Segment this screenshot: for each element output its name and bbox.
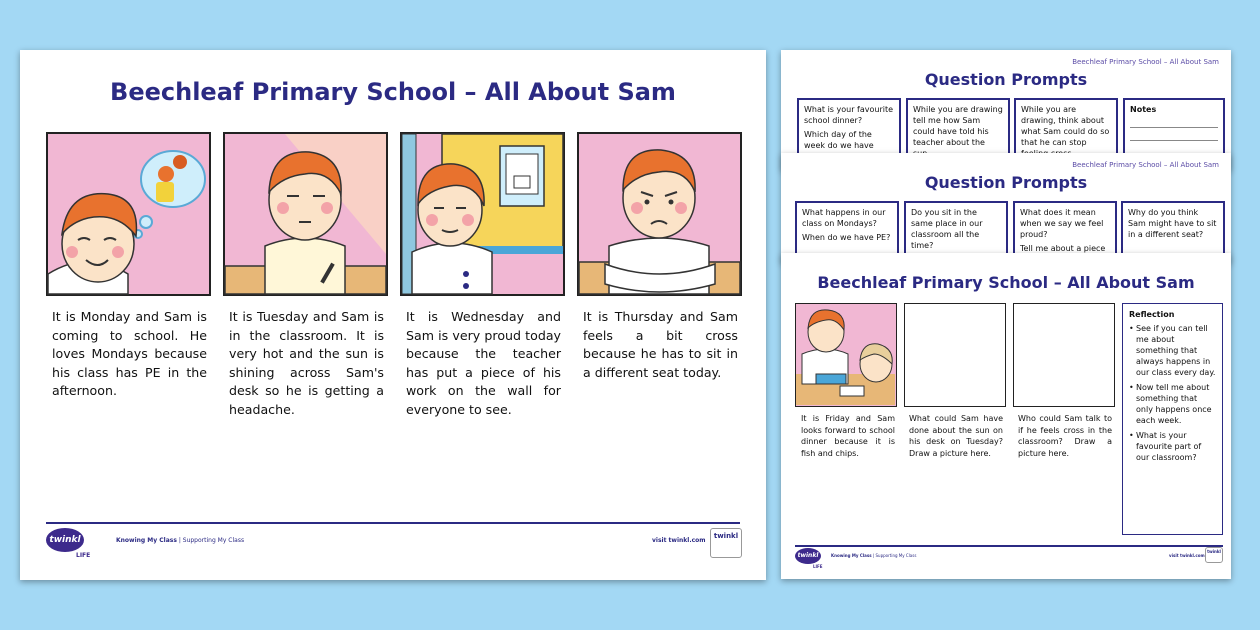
- sam-tuesday-illustration: [225, 134, 386, 294]
- comic-panel-monday: [46, 132, 211, 296]
- drawing-box[interactable]: [1013, 303, 1115, 407]
- reflection-item: • What is your favourite part of our classroom?: [1129, 430, 1216, 463]
- sam-friday-illustration: [796, 304, 895, 405]
- footer-left-text: [116, 537, 244, 544]
- caption-friday: It is Friday and Sam looks forward to school dinner because it is fish and chips.: [801, 414, 895, 458]
- quality-badge: twinkl: [1205, 547, 1223, 563]
- notes-line: [1130, 140, 1218, 141]
- question-text: What is your favourite school dinner?: [804, 105, 894, 125]
- page-title: Beechleaf Primary School – All About Sam: [110, 78, 676, 106]
- twinkl-logo: twinkl: [795, 548, 821, 564]
- question-text: What does it mean when we say we feel proud?: [1020, 208, 1104, 239]
- comic-panel-tuesday: [223, 132, 388, 296]
- quality-badge: twinkl: [710, 528, 742, 558]
- footer-plain-text: | Supporting My Class: [871, 553, 917, 558]
- sheet-header: Beechleaf Primary School – All About Sam: [1072, 58, 1219, 66]
- sam-wednesday-illustration: [402, 134, 563, 294]
- caption-sun-question: What could Sam have done about the sun on his desk on Tuesday? Draw a picture here.: [909, 414, 1003, 458]
- caption-wednesday: It is Wednesday and Sam is very proud today because the teacher has put a piece of his work on the wall for everyone to see.: [406, 309, 561, 417]
- reflection-item: • Now tell me about something that only happens once each week.: [1129, 382, 1216, 426]
- notes-label: Notes: [1130, 105, 1157, 114]
- question-prompts-sheet-1: [781, 50, 1231, 170]
- question-text: Tell me about a piece: [1020, 244, 1106, 253]
- question-text: Which day of the week do we have: [804, 130, 874, 150]
- drawing-box[interactable]: [904, 303, 1006, 407]
- caption-cross-question: Who could Sam talk to if he feels cross in the classroom? Draw a picture here.: [1018, 414, 1112, 458]
- all-about-sam-sheet-2: [781, 253, 1231, 579]
- reflection-item: • See if you can tell me about something that always happens in our class every day.: [1129, 323, 1216, 378]
- reflection-box: [1122, 303, 1223, 535]
- footer-left-text: [831, 553, 916, 558]
- question-text: While you are drawing tell me how Sam could have told his teacher about the: [913, 105, 1003, 147]
- friday-panel: [795, 303, 897, 407]
- question-text: When do we have PE?: [802, 233, 891, 242]
- twinkl-life-label: LIFE: [813, 564, 823, 569]
- sam-thursday-illustration: [579, 134, 740, 294]
- footer-divider: [795, 545, 1223, 547]
- caption-monday: It is Monday and Sam is coming to school. He loves Mondays because his class has PE in the afternoon.: [52, 309, 207, 399]
- footer-website[interactable]: visit twinkl.com: [652, 537, 706, 544]
- comic-panel-thursday: [577, 132, 742, 296]
- comic-panel-wednesday: [400, 132, 565, 296]
- footer-divider: [46, 522, 740, 524]
- footer-bold-text: Knowing My Class: [831, 553, 872, 558]
- footer-plain-text: | Supporting My Class: [176, 537, 245, 544]
- worksheet-main: [20, 50, 766, 580]
- question-prompts-sheet-2: [781, 153, 1231, 263]
- reflection-title: Reflection: [1129, 310, 1175, 319]
- caption-thursday: It is Thursday and Sam feels a bit cross because he has to sit in a different seat today.: [583, 309, 738, 380]
- sam-monday-illustration: [48, 134, 209, 294]
- question-text: What happens in our class on Mondays?: [802, 208, 886, 228]
- question-text: Why do you think Sam might have to sit in a different seat?: [1128, 208, 1217, 239]
- footer-website[interactable]: visit twinkl.com: [1169, 553, 1205, 558]
- sheet-title: Question Prompts: [924, 70, 1088, 89]
- question-text: Do you sit in the same place in our classroom all the time?: [911, 208, 983, 250]
- twinkl-life-label: LIFE: [76, 552, 91, 559]
- caption-tuesday: It is Tuesday and Sam is in the classroom. It is very hot and the sun is shining across Sam's desk so he is getting a headache.: [229, 309, 384, 417]
- sheet-title: Question Prompts: [924, 173, 1088, 192]
- reflection-list: [1129, 323, 1216, 463]
- sheet-title: Beechleaf Primary School – All About Sam: [817, 273, 1195, 292]
- twinkl-logo: twinkl: [46, 528, 84, 552]
- question-text: While you are drawing, think about what Sam could do so that he can stop: [1021, 105, 1110, 147]
- sheet-header: Beechleaf Primary School – All About Sam: [1072, 161, 1219, 169]
- footer-bold-text: Knowing My Class: [116, 537, 177, 544]
- notes-line: [1130, 127, 1218, 128]
